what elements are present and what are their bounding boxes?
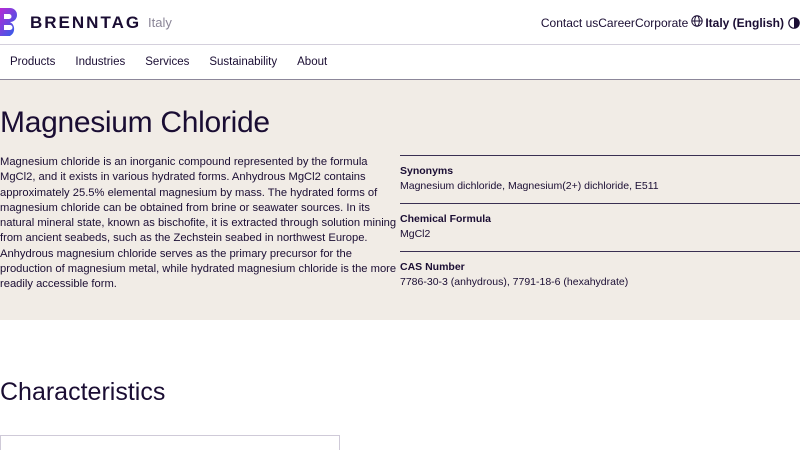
language-selector[interactable] (691, 15, 784, 30)
site-header (0, 0, 800, 45)
corporate-link[interactable]: Corporate (634, 15, 689, 30)
main-navigation (0, 45, 800, 80)
product-hero (0, 80, 800, 320)
utility-nav (541, 15, 800, 30)
product-description: Magnesium chloride is an inorganic compound represented by the formula MgCl2, and it exists in various hydrated forms. Anhydrous MgCl2 contains approximately 25.5% elemental magnesium by mass. The hydrated forms of magnesium chloride can be obtained from brine or seawater sources. In its natural mineral state, known as bischofite, it is extracted through solution mining from ancient seabeds, such as the Zechstein seabed in northwest Europe. Anhydrous magnesium chloride serves as the primary precursor for the production of magnesium metal, while hydrated magnesium chloride is the more readily accessible form. (0, 156, 397, 291)
fact-label: Synonyms (400, 165, 454, 177)
fact-label: Chemical Formula (400, 213, 492, 225)
fact-label: CAS Number (400, 261, 465, 273)
page-title: Magnesium Chloride (0, 106, 270, 139)
contrast-icon[interactable] (788, 17, 800, 29)
fact-synonyms (400, 155, 800, 203)
contact-us-link[interactable]: Contact us (540, 15, 599, 30)
region-label[interactable]: Italy (148, 15, 172, 30)
product-facts (400, 155, 800, 299)
fact-value: 7786-30-3 (anhydrous), 7791-18-6 (hexahydrate) (400, 276, 629, 288)
characteristics-card (0, 435, 340, 450)
fact-chemical-formula (400, 203, 800, 251)
fact-value: MgCl2 (400, 228, 431, 240)
nav-item-services[interactable]: Services (145, 56, 190, 68)
nav-item-products[interactable]: Products (10, 56, 56, 68)
fact-value: Magnesium dichloride, Magnesium(2+) dichloride, E511 (400, 180, 659, 192)
nav-item-sustainability[interactable]: Sustainability (209, 56, 278, 68)
brand-name[interactable]: BRENNTAG (30, 13, 142, 32)
characteristics-heading: Characteristics (0, 378, 166, 406)
nav-item-industries[interactable]: Industries (75, 56, 126, 68)
brenntag-logo-icon[interactable] (0, 6, 22, 38)
fact-cas-number (400, 251, 800, 299)
language-label: Italy (English) (705, 15, 784, 30)
nav-item-about[interactable]: About (297, 56, 328, 68)
globe-icon (691, 15, 703, 30)
career-link[interactable]: Career (598, 15, 635, 30)
